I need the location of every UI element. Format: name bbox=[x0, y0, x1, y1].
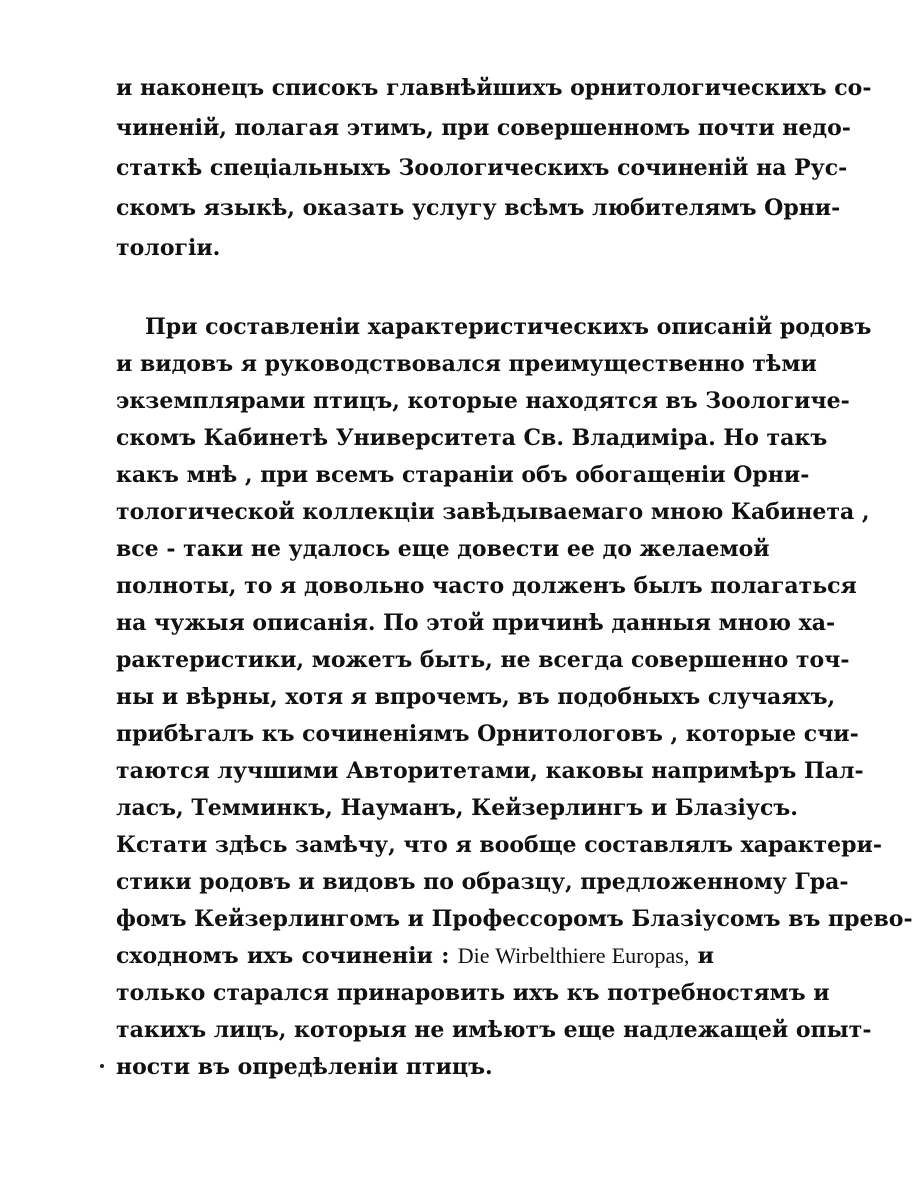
text-line: тологіи. bbox=[116, 235, 221, 261]
text-line: прибѣгалъ къ сочиненіямъ Орнитологовъ , которые счи- bbox=[116, 721, 859, 747]
text-line: скомъ Кабинетѣ Университета Св. Владиміра. Но такъ bbox=[116, 425, 828, 451]
text-line: тологической коллекціи завѣдываемаго мною Кабинета , bbox=[116, 499, 870, 525]
text-line: фомъ Кейзерлингомъ и Профессоромъ Блазіусомъ въ прево- bbox=[116, 906, 913, 932]
text-line: такихъ лицъ, которыя не имѣютъ еще надлежащей опыт- bbox=[116, 1017, 872, 1043]
text-line: При составленіи характеристическихъ описаній родовъ bbox=[145, 314, 872, 340]
line-end: и bbox=[697, 943, 714, 969]
text-line: скомъ языкѣ, оказать услугу всѣмъ любителямъ Орни- bbox=[116, 195, 841, 221]
text-line: экземплярами птицъ, которые находятся въ Зоологиче- bbox=[116, 388, 850, 414]
line-start: сходномъ ихъ сочиненіи : bbox=[116, 943, 450, 969]
text-line: ности въ опредѣленіи птицъ. bbox=[116, 1054, 493, 1080]
text-line: чиненій, полагая этимъ, при совершенномъ почти недо- bbox=[116, 115, 851, 141]
margin-dot bbox=[100, 1064, 104, 1068]
foreign-book-title: Die Wirbelthiere Europas, bbox=[457, 943, 690, 968]
text-line: ны и вѣрны, хотя я впрочемъ, въ подобныхъ случаяхъ, bbox=[116, 684, 836, 710]
text-line-with-title bbox=[116, 936, 714, 976]
text-line: стики родовъ и видовъ по образцу, предложенному Гра- bbox=[116, 869, 849, 895]
text-line: все - таки не удалось еще довести ее до желаемой bbox=[116, 536, 770, 562]
text-line: статкѣ спеціальныхъ Зоологическихъ сочиненій на Рус- bbox=[116, 155, 848, 181]
text-line: ласъ, Темминкъ, Науманъ, Кейзерлингъ и Блазіусъ. bbox=[116, 795, 798, 821]
text-line: рактеристики, можетъ быть, не всегда совершенно точ- bbox=[116, 647, 850, 673]
text-line: на чужыя описанія. По этой причинѣ данныя мною ха- bbox=[116, 610, 836, 636]
text-line: и видовъ я руководствовался преимущественно тѣми bbox=[116, 351, 817, 377]
text-line: и наконецъ списокъ главнѣйшихъ орнитологическихъ со- bbox=[116, 75, 872, 101]
text-line: только старался принаровить ихъ къ потребностямъ и bbox=[116, 980, 830, 1006]
text-line: таются лучшими Авторитетами, каковы напримѣръ Пал- bbox=[116, 758, 864, 784]
text-line: какъ мнѣ , при всемъ стараніи объ обогащеніи Орни- bbox=[116, 462, 810, 488]
text-line: Кстати здѣсь замѣчу, что я вообще составлялъ характери- bbox=[116, 832, 882, 858]
text-line: полноты, то я довольно часто долженъ былъ полагаться bbox=[116, 573, 857, 599]
